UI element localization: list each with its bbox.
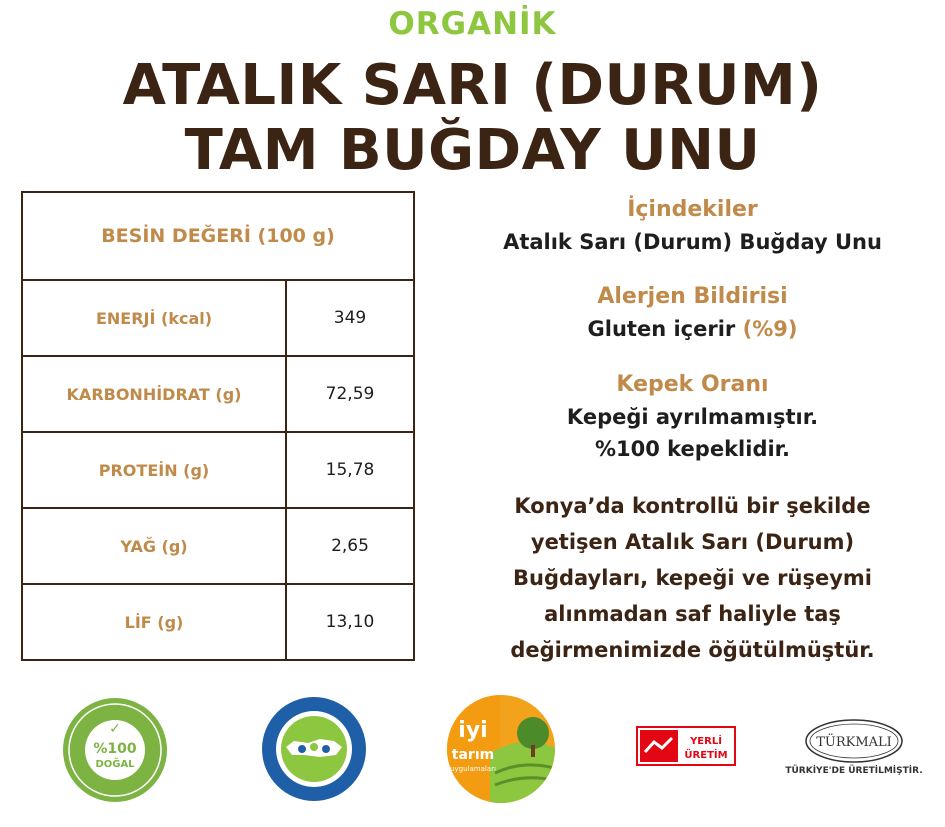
nutrition-value: 15,78 bbox=[286, 432, 414, 508]
allergen-text-line bbox=[470, 313, 915, 345]
good-agri-l1: iyi bbox=[458, 718, 488, 743]
ingredients-title: İçindekiler bbox=[627, 197, 758, 222]
nutrition-row-fat bbox=[22, 508, 414, 584]
description-line: Buğdayları, kepeği ve rüşeymi bbox=[513, 566, 872, 590]
description-line: Konya’da kontrollü bir şekilde bbox=[514, 494, 871, 518]
allergen-percent: (%9) bbox=[742, 317, 798, 341]
turkmali-sub: TÜRKİYE'DE ÜRETİLMİŞTİR. bbox=[785, 766, 923, 776]
nutrition-label: LİF (g) bbox=[22, 584, 286, 660]
organic-seal-logo bbox=[260, 695, 368, 803]
nutrition-value: 13,10 bbox=[286, 584, 414, 660]
natural-badge-main: %100 bbox=[93, 741, 137, 757]
nutrition-label: ENERJİ (kcal) bbox=[22, 280, 286, 356]
natural-badge-logo bbox=[60, 695, 170, 805]
allergen-title: Alerjen Bildirisi bbox=[597, 284, 788, 309]
nutrition-table bbox=[21, 191, 415, 661]
nutrition-value: 349 bbox=[286, 280, 414, 356]
nutrition-value: 2,65 bbox=[286, 508, 414, 584]
turkmali-logo bbox=[804, 718, 904, 764]
allergen-text: Gluten içerir bbox=[587, 317, 736, 341]
nutrition-row-protein bbox=[22, 432, 414, 508]
nutrition-row-carbs bbox=[22, 356, 414, 432]
turkmali-name: TÜRKMALI bbox=[816, 735, 892, 750]
bran-section bbox=[470, 369, 915, 465]
nutrition-label: PROTEİN (g) bbox=[22, 432, 286, 508]
description-line: yetişen Atalık Sarı (Durum) bbox=[530, 530, 855, 554]
product-title-line2: TAM BUĞDAY UNU bbox=[184, 118, 761, 183]
nutrition-value: 72,59 bbox=[286, 356, 414, 432]
nutrition-header: BESİN DEĞERİ (100 g) bbox=[22, 192, 414, 280]
organic-label: ORGANİK bbox=[388, 6, 557, 42]
good-agri-l2: tarım bbox=[451, 747, 495, 763]
nutrition-label: YAĞ (g) bbox=[22, 508, 286, 584]
local-production-logo bbox=[636, 726, 736, 766]
natural-badge-sub: DOĞAL bbox=[95, 759, 135, 770]
bran-title: Kepek Oranı bbox=[616, 372, 769, 397]
nutrition-row-fiber bbox=[22, 584, 414, 660]
description-line: değirmenimizde öğütülmüştür. bbox=[510, 638, 875, 662]
product-title-line1: ATALIK SARI (DURUM) bbox=[122, 53, 823, 118]
check-icon: ✓ bbox=[109, 721, 121, 737]
good-agri-l3: uygulamaları bbox=[450, 765, 496, 773]
bran-line2: %100 kepeklidir. bbox=[594, 437, 791, 461]
tree-icon bbox=[517, 717, 549, 749]
description-line: alınmadan saf haliyle taş bbox=[544, 602, 841, 626]
product-description bbox=[470, 488, 915, 668]
local-l2: ÜRETİM bbox=[684, 750, 728, 761]
allergen-section bbox=[470, 281, 915, 345]
nutrition-label: KARBONHİDRAT (g) bbox=[22, 356, 286, 432]
nutrition-header-row bbox=[22, 192, 414, 280]
bran-line1: Kepeği ayrılmamıştır. bbox=[566, 405, 819, 429]
ingredients-section bbox=[470, 194, 915, 258]
nutrition-row-energy bbox=[22, 280, 414, 356]
ingredients-text: Atalık Sarı (Durum) Buğday Unu bbox=[503, 230, 882, 254]
good-agriculture-logo bbox=[445, 693, 557, 805]
local-l1: YERLİ bbox=[690, 736, 722, 747]
